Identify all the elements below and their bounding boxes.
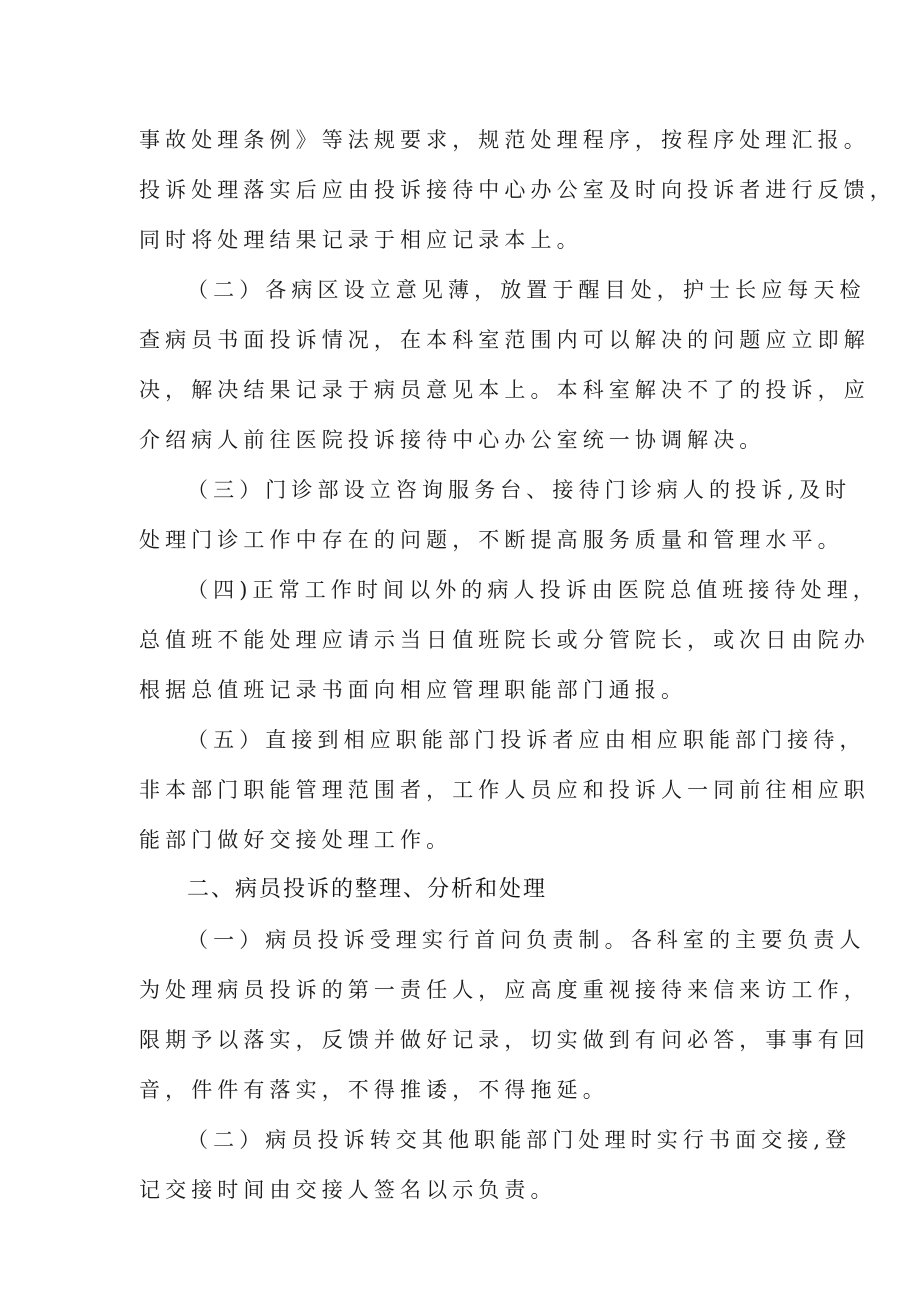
text-line: 决，解决结果记录于病员意见本上。本科室解决不了的投诉，应: [139, 378, 870, 402]
text-line: 非本部门职能管理范围者，工作人员应和投诉人一同前往相应职: [139, 778, 870, 802]
text-line: 总值班不能处理应请示当日值班院长或分管院长，或次日由院办: [139, 628, 870, 652]
text-line: 查病员书面投诉情况，在本科室范围内可以解决的问题应立即解: [139, 328, 870, 352]
text-line: 根据总值班记录书面向相应管理职能部门通报。: [139, 678, 688, 702]
text-line: 介绍病人前往医院投诉接待中心办公室统一协调解决。: [139, 428, 766, 452]
text-line: 处理门诊工作中存在的问题，不断提高服务质量和管理水平。: [139, 528, 844, 552]
text-line: （四)正常工作时间以外的病人投诉由医院总值班接待处理，: [187, 578, 879, 602]
text-line: 音，件件有落实，不得推诿，不得拖延。: [139, 1078, 609, 1102]
text-line: （三）门诊部设立咨询服务台、接待门诊病人的投诉,及时: [187, 478, 852, 502]
text-line: 投诉处理落实后应由投诉接待中心办公室及时向投诉者进行反馈，: [139, 178, 896, 202]
text-line: （一）病员投诉受理实行首问负责制。各科室的主要负责人: [187, 928, 866, 952]
text-line: 同时将处理结果记录于相应记录本上。: [139, 228, 583, 252]
text-line: 记交接时间由交接人签名以示负责。: [139, 1178, 557, 1202]
text-line: 事故处理条例》等法规要求，规范处理程序，按程序处理汇报。: [139, 128, 870, 152]
text-line: （二）各病区设立意见薄，放置于醒目处，护士长应每天检: [187, 278, 866, 302]
section-heading: 二、病员投诉的整理、分析和处理: [187, 877, 548, 902]
text-line: 能部门做好交接处理工作。: [139, 828, 453, 852]
text-line: 限期予以落实，反馈并做好记录，切实做到有问必答，事事有回: [139, 1028, 870, 1052]
text-line: （五）直接到相应职能部门投诉者应由相应职能部门接待，: [187, 728, 866, 752]
text-line: 为处理病员投诉的第一责任人，应高度重视接待来信来访工作，: [139, 978, 870, 1002]
text-line: （二）病员投诉转交其他职能部门处理时实行书面交接,登: [187, 1128, 852, 1152]
